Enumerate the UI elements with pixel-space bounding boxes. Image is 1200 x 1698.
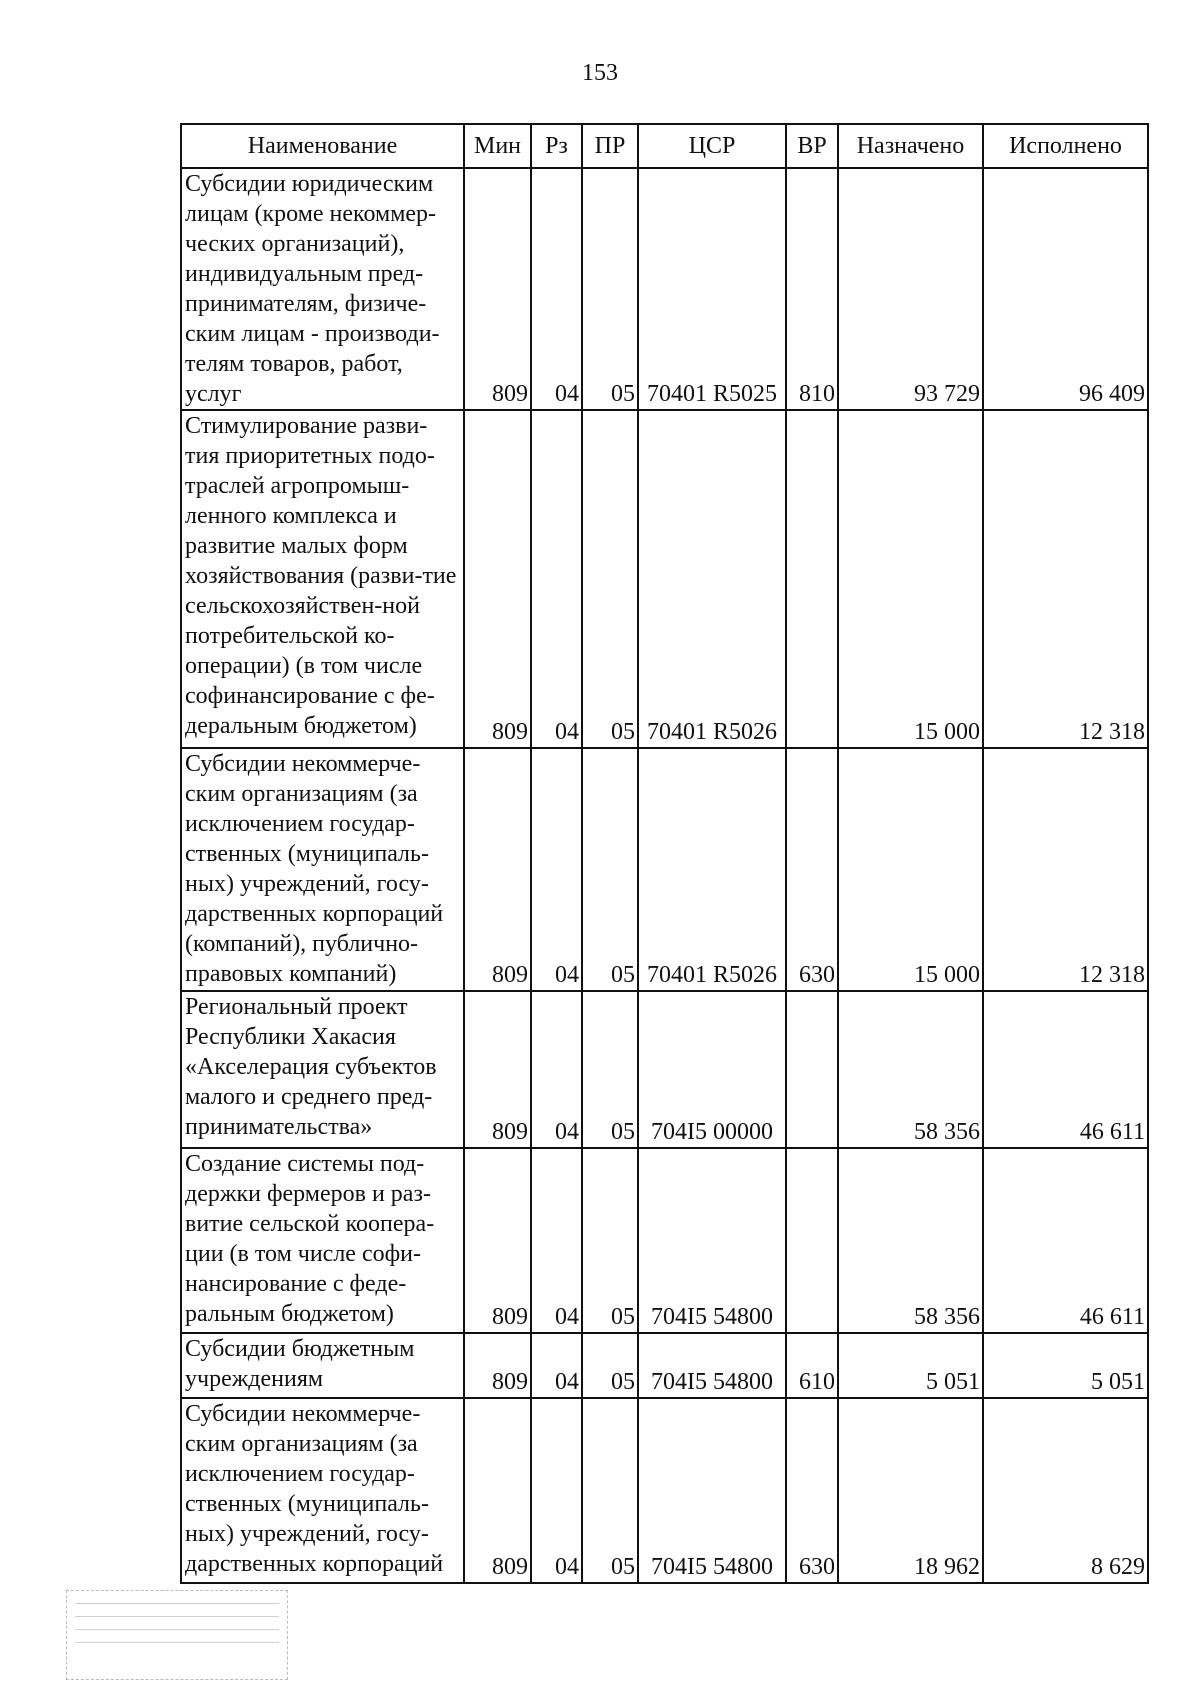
row-name: Региональный проект Республики Хакасия «Акселерация субъектов малого и среднего пред-принимательства» [181, 991, 464, 1148]
row-assigned: 18 962 [838, 1398, 983, 1583]
row-executed: 46 611 [983, 991, 1148, 1148]
row-executed: 12 318 [983, 748, 1148, 991]
row-name: Субсидии некоммерче-ским организациям (за исключением государ-ственных (муниципаль-ных) учреждений, госу-дарственных корпораций (компаний), публично-правовых компаний) [181, 748, 464, 991]
row-pr: 05 [582, 748, 638, 991]
row-min: 809 [464, 1398, 531, 1583]
stamp-line [75, 1616, 279, 1617]
table-row [181, 1333, 1148, 1398]
row-executed: 8 629 [983, 1398, 1148, 1583]
row-assigned: 93 729 [838, 168, 983, 410]
row-assigned: 58 356 [838, 1148, 983, 1333]
row-name: Субсидии бюджетным учреждениям [181, 1333, 464, 1398]
row-assigned: 15 000 [838, 748, 983, 991]
page-number: 153 [582, 60, 618, 86]
faint-stamp [66, 1590, 288, 1680]
row-min: 809 [464, 410, 531, 748]
row-name: Субсидии некоммерче-ским организациям (за исключением государ-ственных (муниципаль-ных) учреждений, госу-дарственных корпораций [181, 1398, 464, 1583]
row-assigned: 15 000 [838, 410, 983, 748]
row-vr [786, 410, 838, 748]
row-vr: 810 [786, 168, 838, 410]
row-vr: 630 [786, 1398, 838, 1583]
row-vr: 610 [786, 1333, 838, 1398]
row-csr: 704I5 54800 [638, 1398, 786, 1583]
header-name: Наименование [181, 124, 464, 168]
row-min: 809 [464, 748, 531, 991]
row-vr [786, 1148, 838, 1333]
row-csr: 70401 R5026 [638, 410, 786, 748]
row-min: 809 [464, 991, 531, 1148]
header-vr: ВР [786, 124, 838, 168]
row-rz: 04 [531, 748, 582, 991]
row-rz: 04 [531, 991, 582, 1148]
budget-table [180, 123, 1149, 1584]
row-csr: 704I5 00000 [638, 991, 786, 1148]
row-csr: 70401 R5025 [638, 168, 786, 410]
row-min: 809 [464, 168, 531, 410]
row-executed: 12 318 [983, 410, 1148, 748]
row-min: 809 [464, 1333, 531, 1398]
row-executed: 5 051 [983, 1333, 1148, 1398]
table-row [181, 168, 1148, 410]
table-row [181, 1148, 1148, 1333]
table-row [181, 991, 1148, 1148]
header-min: Мин [464, 124, 531, 168]
row-executed: 46 611 [983, 1148, 1148, 1333]
header-pr: ПР [582, 124, 638, 168]
row-name: Стимулирование разви-тия приоритетных подо-траслей агропромыш-ленного комплекса и развитие малых форм хозяйствования (разви-тие сельскохозяйствен-ной потребительской ко-операции) (в том числе софинансирование с фе-деральным бюджетом) [181, 410, 464, 748]
row-pr: 05 [582, 991, 638, 1148]
row-csr: 704I5 54800 [638, 1148, 786, 1333]
row-rz: 04 [531, 1148, 582, 1333]
stamp-line [75, 1642, 279, 1643]
row-pr: 05 [582, 1333, 638, 1398]
header-rz: Рз [531, 124, 582, 168]
row-assigned: 5 051 [838, 1333, 983, 1398]
row-name: Создание системы под-держки фермеров и раз-витие сельской коопера-ции (в том числе софи-нансирование с феде-ральным бюджетом) [181, 1148, 464, 1333]
row-executed: 96 409 [983, 168, 1148, 410]
row-pr: 05 [582, 168, 638, 410]
table-row [181, 748, 1148, 991]
row-name: Субсидии юридическим лицам (кроме некоммер-ческих организаций), индивидуальным пред-принимателям, физиче-ским лицам - производи-телям товаров, работ, услуг [181, 168, 464, 410]
row-rz: 04 [531, 1333, 582, 1398]
table-header-row [181, 124, 1148, 168]
row-rz: 04 [531, 1398, 582, 1583]
row-csr: 704I5 54800 [638, 1333, 786, 1398]
row-csr: 70401 R5026 [638, 748, 786, 991]
row-vr: 630 [786, 748, 838, 991]
row-vr [786, 991, 838, 1148]
row-rz: 04 [531, 168, 582, 410]
header-executed: Исполнено [983, 124, 1148, 168]
row-pr: 05 [582, 410, 638, 748]
row-pr: 05 [582, 1148, 638, 1333]
header-assigned: Назначено [838, 124, 983, 168]
row-rz: 04 [531, 410, 582, 748]
row-min: 809 [464, 1148, 531, 1333]
table-row [181, 410, 1148, 748]
row-pr: 05 [582, 1398, 638, 1583]
row-assigned: 58 356 [838, 991, 983, 1148]
header-csr: ЦСР [638, 124, 786, 168]
table-row [181, 1398, 1148, 1583]
stamp-line [75, 1629, 279, 1630]
stamp-line [75, 1603, 279, 1604]
